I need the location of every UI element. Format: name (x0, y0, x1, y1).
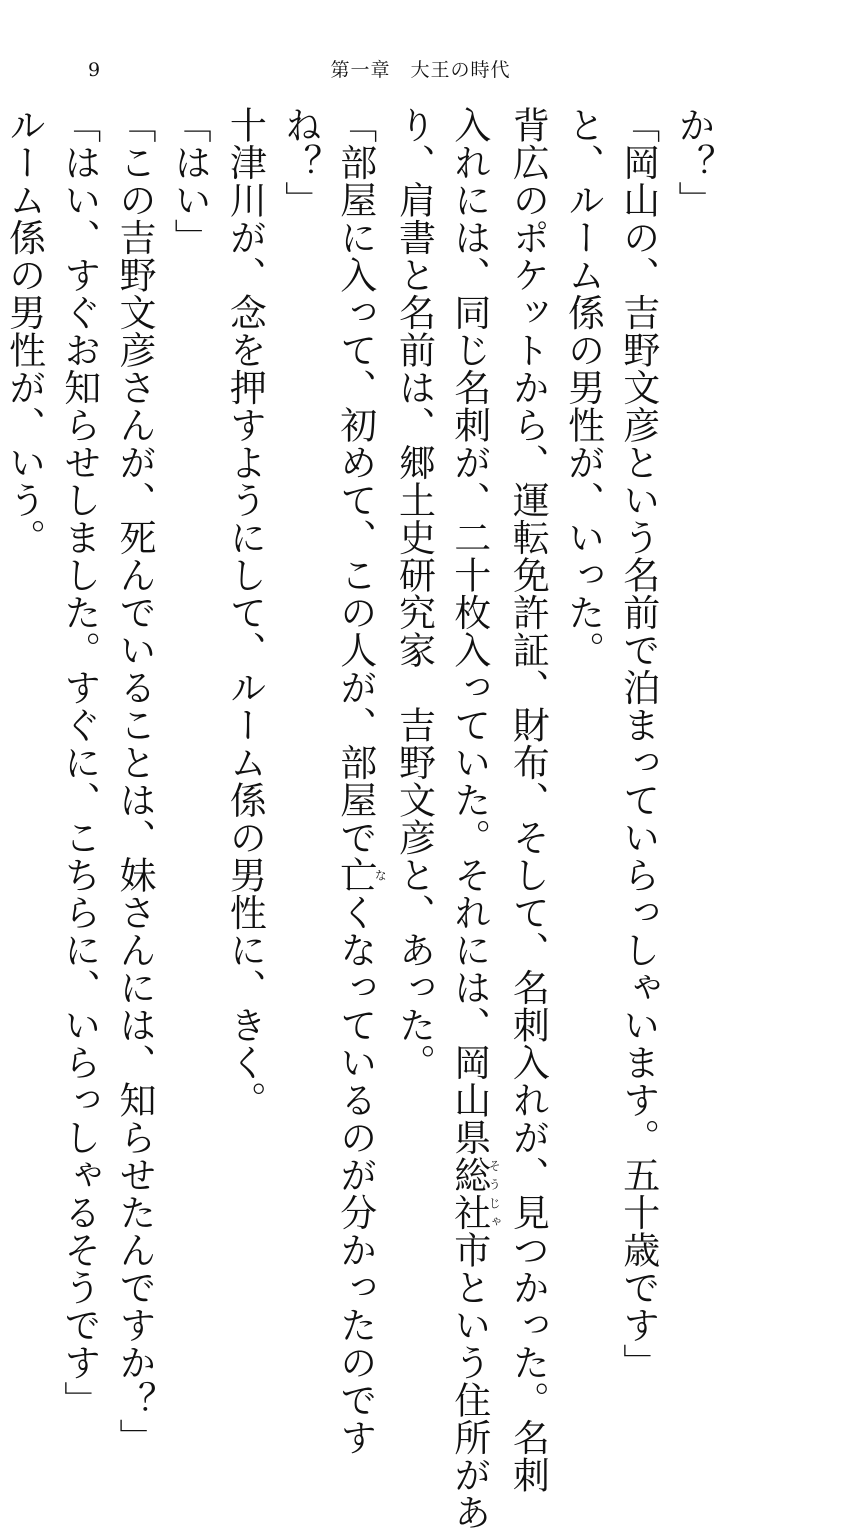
text-line: か？」 (672, 106, 715, 219)
ruby-annotation: 亡な (333, 856, 388, 894)
text-line: と、ルーム係の男性が、いった。 (561, 106, 605, 669)
text-line: 「この吉野文彦さんが、死んでいることは、妹さんには、知らせたんですか？」 (112, 106, 156, 1456)
text-line: 「はい」 (168, 106, 212, 256)
text-line: 背広のポケットから、運転免許証、財布、そして、名刺入れが、見つかった。名刺 (506, 106, 550, 1494)
text-line-with-ruby: 入れには、同じ名刺が、二十枚入っていた。それには、岡山県総社そうじゃ市という住所があ (447, 106, 502, 1531)
page-number: 9 (88, 59, 101, 81)
vertical-body-text (2, 106, 721, 1531)
text-line: 十津川が、念を押すようにして、ルーム係の男性に、きく。 (223, 106, 267, 1119)
text-line: ね？」 (278, 106, 322, 219)
text-line: ルーム係の男性が、いう。 (2, 106, 46, 556)
running-head: 第一章 大王の時代 (330, 59, 511, 81)
text-line: り、肩書と名前は、郷土史研究家 吉野文彦と、あった。 (392, 106, 436, 1081)
text-line-with-ruby: 「部屋に入って、初めて、この人が、部屋で亡なくなっているのが分かったのです (333, 106, 388, 1456)
ruby-reading: そうじゃ (487, 1156, 502, 1231)
ruby-annotation: 総社そうじゃ (447, 1156, 502, 1231)
text-line: 「岡山の、吉野文彦という名前で泊まっていらっしゃいます。五十歳です」 (616, 106, 660, 1381)
ruby-reading: な (373, 856, 388, 894)
text-line: 「はい、すぐお知らせしました。すぐに、こちらに、いらっしゃるそうです」 (57, 106, 101, 1419)
